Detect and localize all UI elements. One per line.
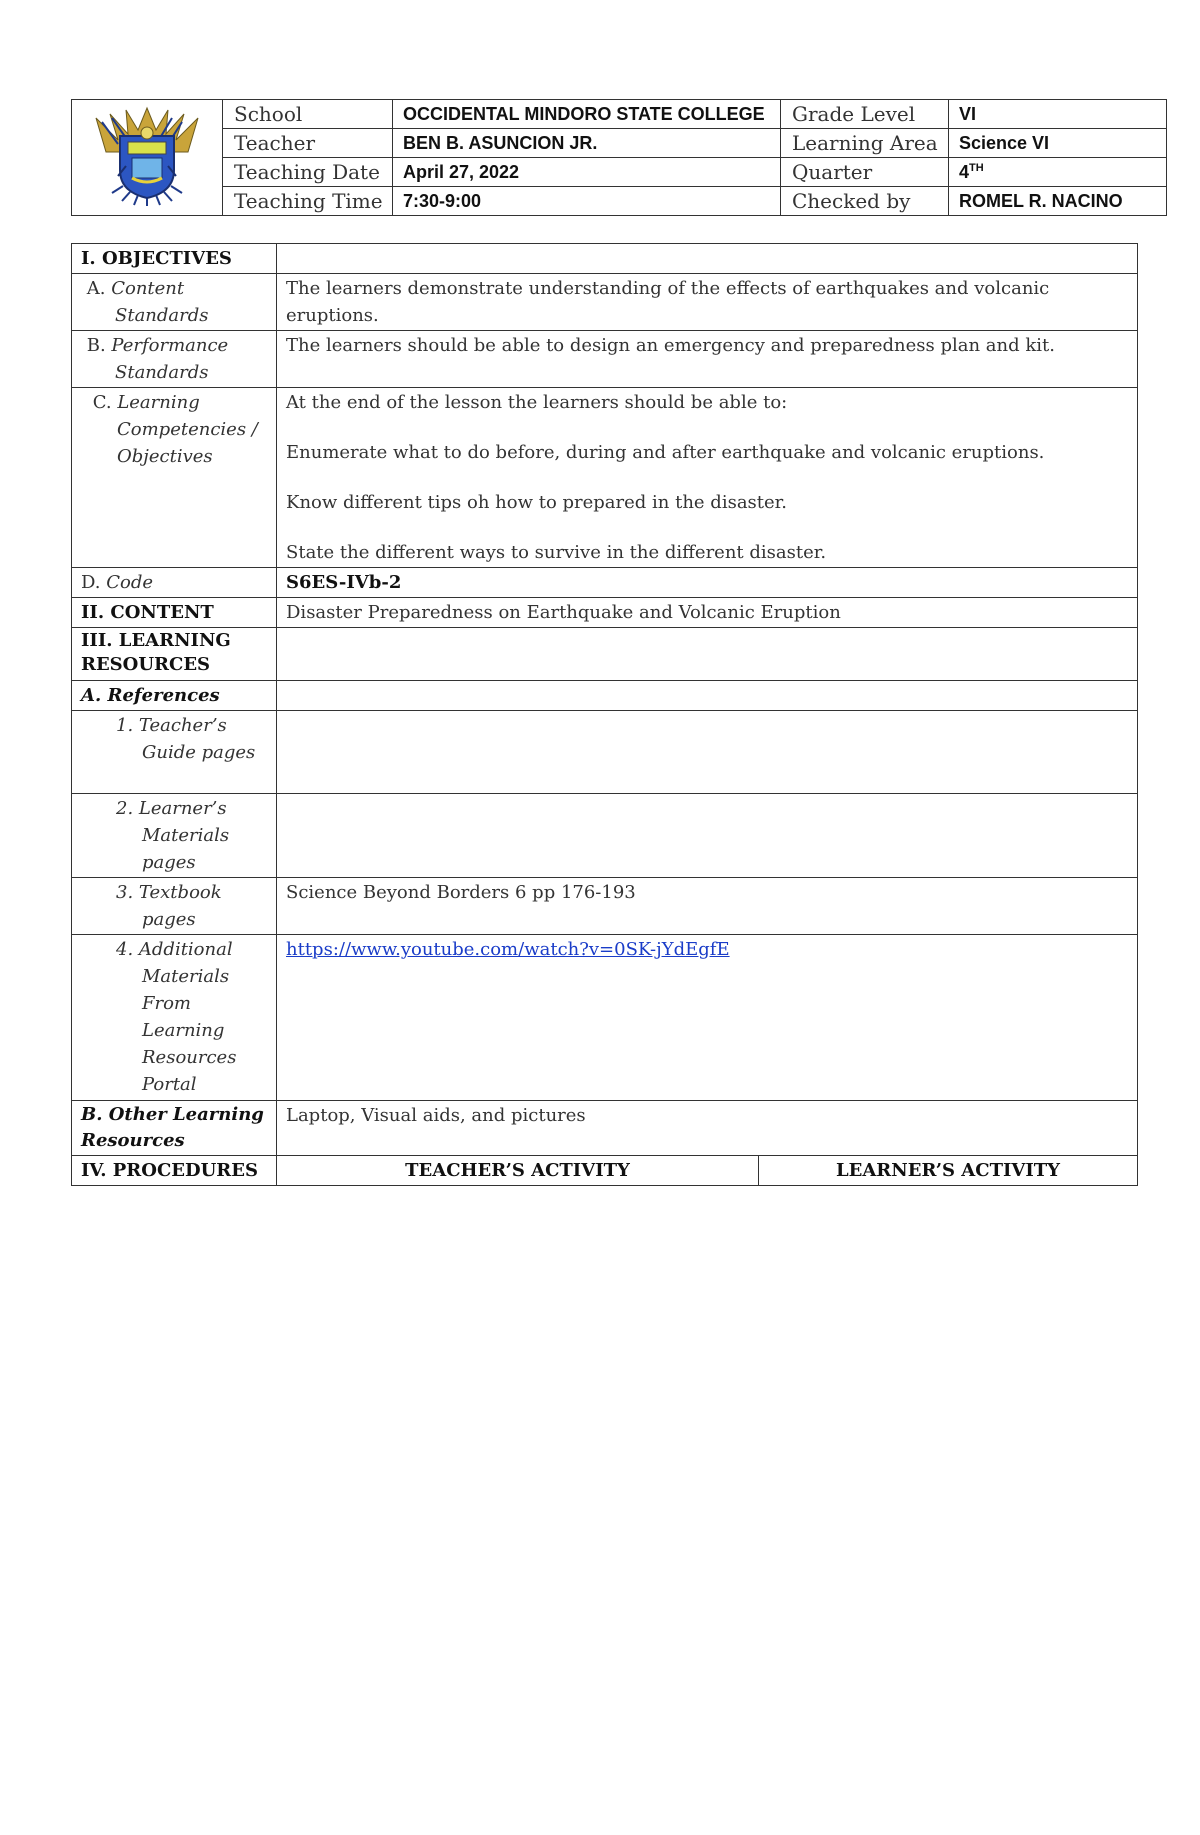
learning-resources-empty-cell [277,628,1138,681]
references-heading: A. References [72,681,277,711]
reference-additional-materials-label [72,935,277,1101]
performance-standards-label [72,331,277,388]
teaching-time-label: Teaching Time [223,187,393,216]
teaching-date-label: Teaching Date [223,158,393,187]
reference-learners-materials-label [72,794,277,878]
content-label: II. CONTENT [72,598,277,628]
procedures-label: IV. PROCEDURES [72,1156,277,1186]
reference-additional-materials-label-text: 4. Additional Materials From Learning Resources Portal [116,939,237,1095]
teacher-value: BEN B. ASUNCION JR. [393,129,781,158]
performance-standards-text: The learners should be able to design an emergency and preparedness plan and kit. [277,331,1138,388]
quarter-number: 4 [959,161,970,182]
grade-level-label: Grade Level [781,100,949,129]
performance-standards-letter: B. [86,335,106,356]
objectives-heading: I. OBJECTIVES [72,244,277,274]
lesson-plan-table [71,243,1138,1186]
content-standards-letter: A. [86,278,106,299]
performance-standards-label-text: Performance Standards [111,335,229,383]
reference-learners-materials-value [277,794,1138,878]
reference-textbook-label-text: 3. Textbook pages [116,882,222,930]
teacher-activity-header: TEACHER’S ACTIVITY [277,1156,759,1186]
competencies-line-3: Know different tips oh how to prepared in the disaster. [286,492,788,513]
school-value: OCCIDENTAL MINDORO STATE COLLEGE [393,100,781,129]
code-letter: D. [81,572,101,593]
quarter-label: Quarter [781,158,949,187]
learning-area-label: Learning Area [781,129,949,158]
references-empty-cell [277,681,1138,711]
code-label [72,568,277,598]
objectives-empty-cell [277,244,1138,274]
reference-teachers-guide-value [277,711,1138,794]
checked-by-label: Checked by [781,187,949,216]
other-resources-label: B. Other Learning Resources [72,1101,277,1156]
school-label: School [223,100,393,129]
code-value: S6ES-IVb-2 [277,568,1138,598]
teaching-time-value: 7:30-9:00 [393,187,781,216]
learning-area-value: Science VI [949,129,1167,158]
grade-level-value: VI [949,100,1167,129]
content-standards-label [72,274,277,331]
quarter-value [949,158,1167,187]
school-seal-icon [88,100,206,208]
teaching-date-value: April 27, 2022 [393,158,781,187]
learner-activity-header: LEARNER’S ACTIVITY [759,1156,1138,1186]
competencies-line-4: State the different ways to survive in the different disaster. [286,542,827,563]
reference-textbook-value: Science Beyond Borders 6 pp 176-193 [277,878,1138,935]
checked-by-value: ROMEL R. NACINO [949,187,1167,216]
reference-teachers-guide-label [72,711,277,794]
school-logo [72,100,223,216]
competencies-line-2: Enumerate what to do before, during and after earthquake and volcanic eruptions. [286,442,1045,463]
reference-teachers-guide-label-text: 1. Teacher’s Guide pages [116,715,256,763]
code-label-text: Code [106,572,154,593]
competencies-label [72,388,277,568]
header-info-table [71,99,1167,216]
competencies-label-text: Learning Competencies / Objectives [117,392,258,467]
content-standards-label-text: Content Standards [111,278,209,326]
competencies-text [277,388,1138,568]
quarter-suffix: TH [969,161,984,174]
learning-resources-heading: III. LEARNING RESOURCES [72,628,277,681]
competencies-line-1: At the end of the lesson the learners should be able to: [286,392,788,413]
competencies-letter: C. [92,392,112,413]
reference-additional-materials-cell [277,935,1138,1101]
teacher-label: Teacher [223,129,393,158]
reference-textbook-label [72,878,277,935]
other-resources-value: Laptop, Visual aids, and pictures [277,1101,1138,1156]
reference-learners-materials-label-text: 2. Learner’s Materials pages [116,798,230,873]
additional-materials-link[interactable]: https://www.youtube.com/watch?v=0SK-jYdEgfE [286,939,730,960]
content-value: Disaster Preparedness on Earthquake and Volcanic Eruption [277,598,1138,628]
content-standards-text: The learners demonstrate understanding of the effects of earthquakes and volcanic eruptions. [277,274,1138,331]
